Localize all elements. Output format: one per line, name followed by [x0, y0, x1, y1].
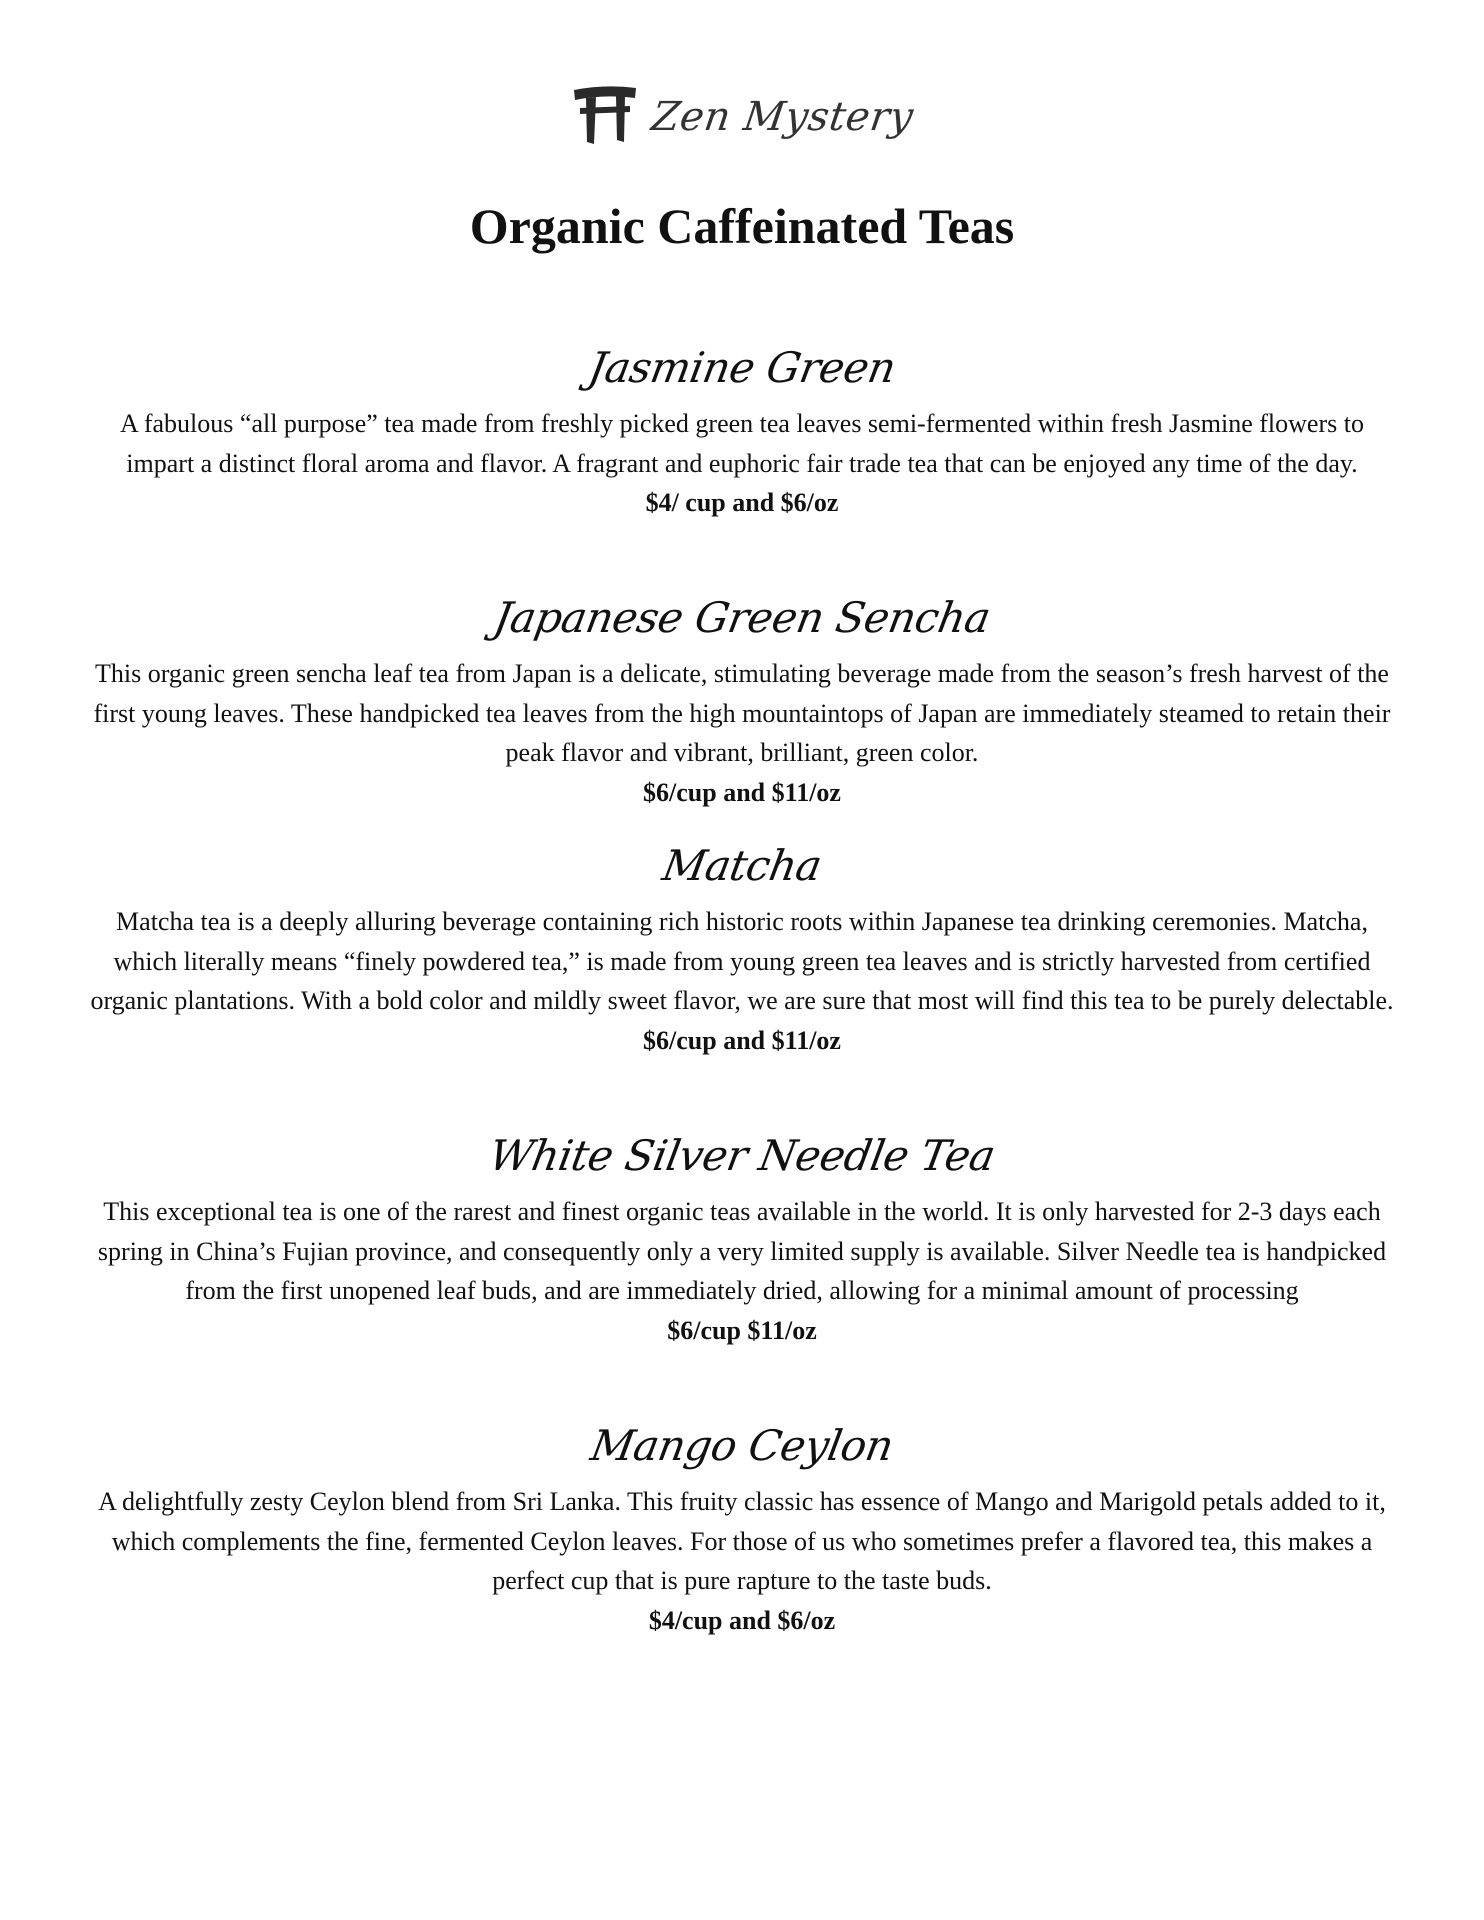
tea-price: $6/cup and $11/oz — [643, 1025, 841, 1055]
torii-gate-icon — [572, 82, 638, 146]
tea-description: A fabulous “all purpose” tea made from freshly picked green tea leaves semi-fermented within fresh Jasmine flowers to impart a distinct floral aroma and flavor. A fragrant and euphoric fair trade tea that can be enjoyed any time of the day. — [120, 409, 1364, 478]
tea-item-mango-ceylon — [90, 1418, 1394, 1641]
tea-description: This organic green sencha leaf tea from Japan is a delicate, stimulating beverage made from the season’s fresh harvest of the first young leaves. These handpicked tea leaves from the high mountaintops of Japan are immediately steamed to retain their peak flavor and vibrant, brilliant, green color. — [93, 659, 1391, 767]
tea-name: Mango Ceylon — [587, 1421, 897, 1470]
tea-name: White Silver Needle Tea — [485, 1131, 999, 1180]
tea-name: Matcha — [658, 841, 826, 890]
page-title: Organic Caffeinated Teas — [469, 198, 1015, 254]
tea-item-matcha — [90, 838, 1394, 1061]
tea-item-white-silver-needle — [90, 1128, 1394, 1351]
tea-name: Japanese Green Sencha — [490, 593, 994, 642]
tea-description: Matcha tea is a deeply alluring beverage containing rich historic roots within Japanese tea drinking ceremonies. Matcha, which literally means “finely powdered tea,” is made from young green tea leaves and is strictly harvested from certified organic plantations. With a bold color and mildly sweet flavor, we are sure that most will find this tea to be purely delectable. — [90, 907, 1394, 1015]
tea-description: This exceptional tea is one of the rarest and finest organic teas available in the world. It is only harvested for 2-3 days each spring in China’s Fujian province, and consequently only a very limited supply is available. Silver Needle tea is handpicked from the first unopened leaf buds, and are immediately dried, allowing for a minimal amount of processing — [97, 1197, 1387, 1305]
tea-price: $6/cup $11/oz — [667, 1315, 817, 1345]
tea-description: A delightfully zesty Ceylon blend from Sri Lanka. This fruity classic has essence of Mango and Marigold petals added to it, which complements the fine, fermented Ceylon leaves. For those of us who sometimes prefer a flavored tea, this makes a perfect cup that is pure rapture to the taste buds. — [98, 1487, 1386, 1595]
brand-name: Zen Mystery — [648, 94, 916, 140]
brand-logo — [0, 82, 1484, 146]
tea-price: $6/cup and $11/oz — [643, 777, 841, 807]
tea-price: $4/ cup and $6/oz — [645, 488, 839, 517]
tea-price: $4/cup and $6/oz — [648, 1605, 836, 1635]
tea-item-japanese-green-sencha — [90, 590, 1394, 813]
tea-name: Jasmine Green — [584, 343, 900, 392]
tea-item-jasmine-green — [90, 340, 1394, 523]
